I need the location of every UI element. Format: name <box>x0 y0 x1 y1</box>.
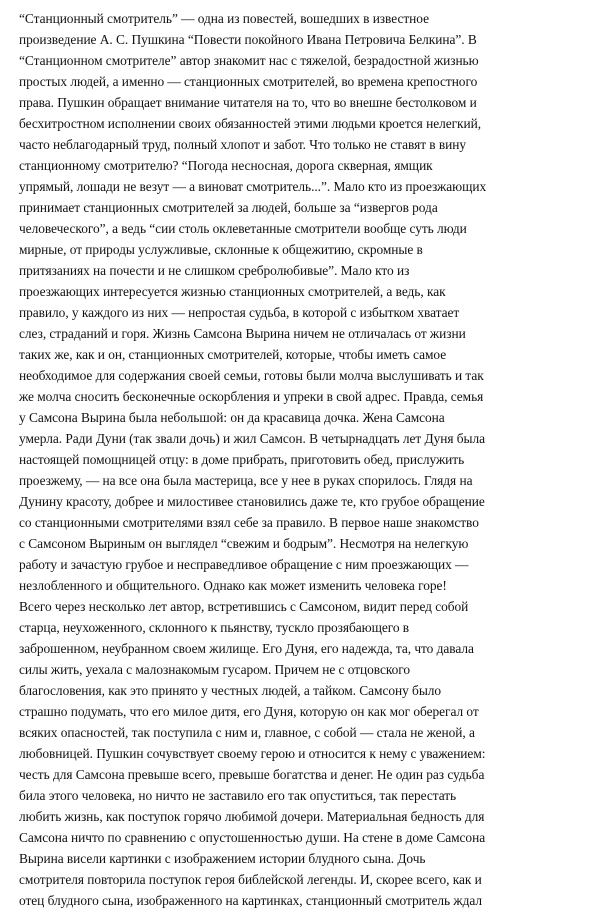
text-line-6: бесхитростном исполнении своих обязанностей этими людьми кроется нелегкий, <box>19 116 482 131</box>
text-line-5: права. Пушкин обращает внимание читателя на то, что во внешне бестолковом и <box>19 95 477 110</box>
text-line-7: часто неблагодарный труд, полный хлопот и забот. Что только не ставят в вину <box>19 137 467 152</box>
text-line-27: работу и зачастую грубое и несправедливое обращение с ним проезжающих — <box>19 557 469 572</box>
text-line-23: проезжему, — на все она была мастерица, все у нее в руках спорилось. Глядя на <box>19 473 473 488</box>
text-line-30: старца, неухоженного, склонного к пьянству, тускло прозябающего в <box>19 620 410 635</box>
text-line-4: простых людей, а именно — станционных смотрителей, во времена крепостного <box>19 74 478 89</box>
text-line-39: любить жизнь, как поступок горячо любимой дочери. Материальная бедность для <box>19 809 485 824</box>
text-line-17: таких же, как и он, станционных смотрителей, которые, чтобы иметь самое <box>19 347 447 362</box>
text-line-36: любовницей. Пушкин сочувствует своему герою и относится к нему с уважением: <box>19 746 486 761</box>
text-line-13: притязаниях на почести и не слишком сребролюбивые”. Мало кто из <box>19 263 410 278</box>
text-line-2: произведение А. С. Пушкина “Повести покойного Ивана Петровича Белкина”. В <box>19 32 477 47</box>
text-line-11: человеческого”, а ведь “сии столь оклеветанные смотрители вообще суть люди <box>19 221 467 236</box>
text-line-3: “Станционном смотрителе” автор знакомит нас с тяжелой, безрадостной жизнью <box>19 53 479 68</box>
text-line-10: принимает станционных смотрителей за людей, больше за “извергов рода <box>19 200 438 215</box>
text-line-9: упрямый, лошади не везут — а виноват смотритель...”. Мало кто из проезжающих <box>19 179 487 194</box>
text-line-20: у Самсона Вырина была небольшой: он да красавица дочка. Жена Самсона <box>19 410 445 425</box>
text-line-33: благословения, как это принято у честных людей, а тайком. Самсону было <box>19 683 442 698</box>
text-line-43: отец блудного сына, изображенного на картинках, станционный смотритель ждал <box>19 893 483 908</box>
text-line-15: правило, у каждого из них — непростая судьба, в которой с избытком хватает <box>19 305 460 320</box>
text-line-22: настоящей помощницей отцу: в доме прибрать, приготовить обед, прислужить <box>19 452 465 467</box>
text-line-25: со станционными смотрителями взял себе за правило. В первое наше знакомство <box>19 515 479 530</box>
text-line-28: незлобленного и общительного. Однако как может изменить человека горе! <box>19 578 447 593</box>
text-line-31: заброшенном, неубранном своем жилище. Его Дуня, его надежда, та, что давала <box>19 641 474 656</box>
text-line-41: Вырина висели картинки с изображением истории блудного сына. Дочь <box>19 851 426 866</box>
text-line-8: станционному смотрителю? “Погода несносная, дорога скверная, ямщик <box>19 158 433 173</box>
text-line-14: проезжающих интересуется жизнью станционных смотрителей, а ведь, как <box>19 284 446 299</box>
text-line-1: “Станционный смотритель” — одна из повестей, вошедших в известное <box>19 11 429 26</box>
text-line-35: всяких опасностей, так поступила с ним и, главное, с собой — стала не женой, а <box>19 725 475 740</box>
text-line-18: необходимое для содержания своей семьи, готовы были молча выслушивать и так <box>19 368 484 383</box>
text-line-26: с Самсоном Выриным он выглядел “свежим и бодрым”. Несмотря на нелегкую <box>19 536 469 551</box>
text-line-38: била этого человека, но ничто не заставило его так опуститься, так перестать <box>19 788 457 803</box>
text-line-24: Дунину красоту, добрее и милостивее становились даже те, кто грубое обращение <box>19 494 485 509</box>
text-line-32: силы жить, уехала с малознакомым гусаром. Причем не с отцовского <box>19 662 411 677</box>
text-line-16: слез, страданий и горя. Жизнь Самсона Вырина ничем не отличалась от жизни <box>19 326 466 341</box>
text-line-29: Всего через несколько лет автор, встретившись с Самсоном, видит перед собой <box>19 599 469 614</box>
text-line-21: умерла. Ради Дуни (так звали дочь) и жил Самсон. В четырнадцать лет Дуня была <box>19 431 485 446</box>
text-line-34: страшно подумать, что его милое дитя, его Дуня, которую он как мог оберегал от <box>19 704 479 719</box>
text-line-19: же молча сносить бесконечные оскорбления и упреки в свой адрес. Правда, семья <box>19 389 484 404</box>
text-line-37: честь для Самсона превыше всего, превыше богатства и денег. Не один раз судьба <box>19 767 485 782</box>
text-line-40: Самсона ничто по сравнению с опустошенностью души. На стене в доме Самсона <box>19 830 486 845</box>
essay-text <box>19 8 584 911</box>
text-line-12: мирные, от природы услужливые, склонные к общежитию, скромные в <box>19 242 423 257</box>
text-line-42: смотрителя повторила поступок героя библейской легенды. И, скорее всего, как и <box>19 872 482 887</box>
